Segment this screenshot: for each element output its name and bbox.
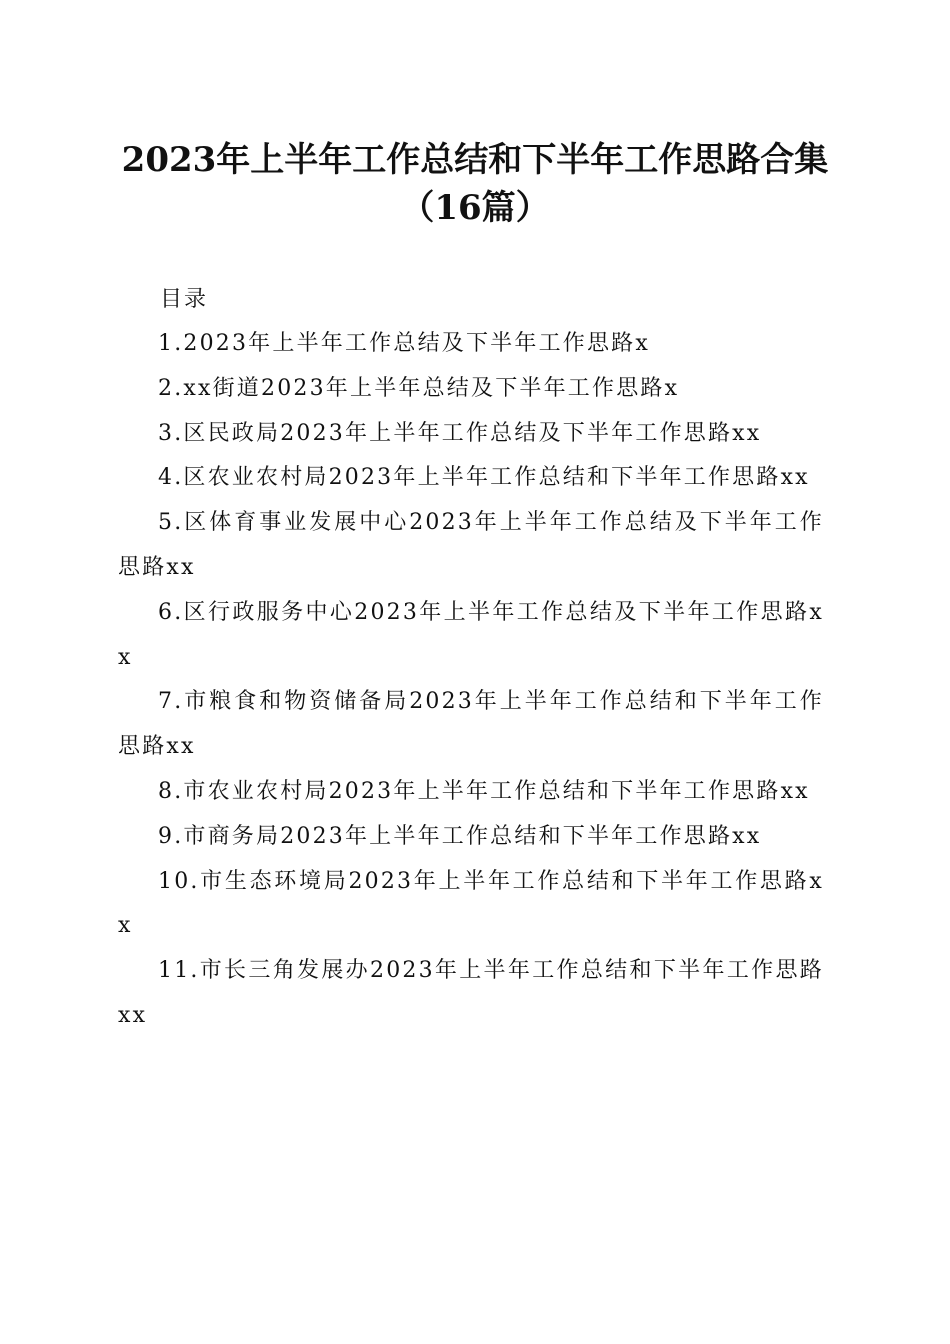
toc-item: 7.市粮食和物资储备局2023年上半年工作总结和下半年工作思路xx <box>118 689 824 760</box>
toc-item: 9.市商务局2023年上半年工作总结和下半年工作思路xx <box>158 823 762 849</box>
table-of-contents <box>118 278 824 1039</box>
toc-item: 8.市农业农村局2023年上半年工作总结和下半年工作思路xx <box>158 778 810 804</box>
toc-item: 10.市生态环境局2023年上半年工作总结和下半年工作思路xx <box>118 868 824 939</box>
document-title: 2023年上半年工作总结和下半年工作思路合集（16篇） <box>121 140 829 228</box>
toc-item: 6.区行政服务中心2023年上半年工作总结及下半年工作思路xx <box>118 599 824 670</box>
toc-item: 11.市长三角发展办2023年上半年工作总结和下半年工作思路xx <box>118 958 824 1028</box>
toc-heading: 目录 <box>160 287 209 312</box>
toc-item: 3.区民政局2023年上半年工作总结及下半年工作思路xx <box>158 420 762 446</box>
toc-item: 1.2023年上半年工作总结及下半年工作思路x <box>158 331 650 356</box>
toc-item: 2.xx街道2023年上半年总结及下半年工作思路x <box>158 375 680 401</box>
toc-item: 5.区体育事业发展中心2023年上半年工作总结及下半年工作思路xx <box>118 510 824 580</box>
toc-item: 4.区农业农村局2023年上半年工作总结和下半年工作思路xx <box>158 465 810 491</box>
